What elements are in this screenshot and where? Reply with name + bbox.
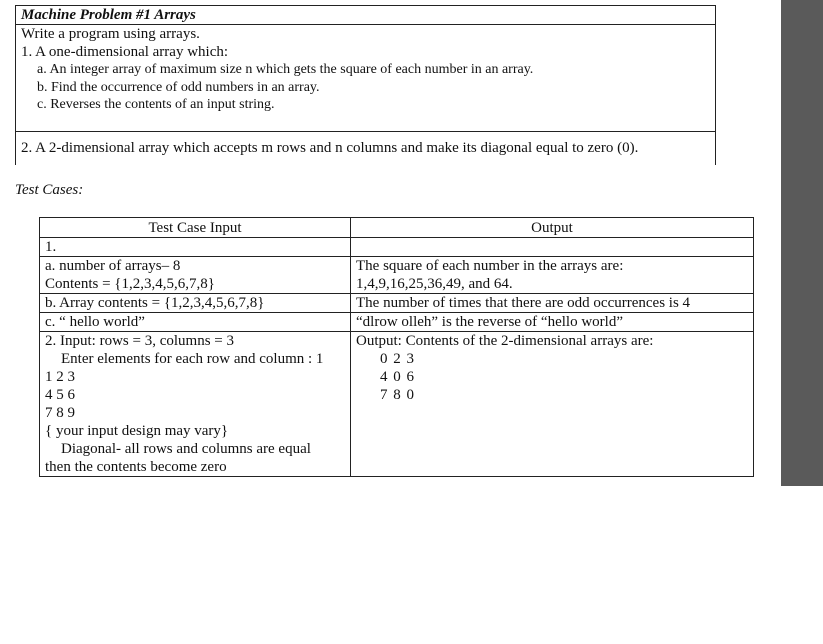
case-b-output: The number of times that there are odd occurrences is 4 (351, 294, 754, 313)
case-a-input-line: Contents = {1,2,3,4,5,6,7,8} (45, 276, 215, 292)
case-a-input-line: a. number of arrays– 8 (45, 258, 181, 274)
row-number-cell: 1. (40, 238, 351, 257)
machine-problem-box (15, 5, 716, 165)
case-a-output-line: 1,4,9,16,25,36,49, and 64. (356, 276, 513, 292)
diagonal-note: Diagonal- all rows and columns are equal (61, 441, 311, 457)
divider (16, 114, 715, 132)
case-a-output-line: The square of each number in the arrays are: (356, 258, 624, 274)
output-matrix-row: 4 0 6 (380, 369, 415, 385)
case-c-output: “dlrow olleh” is the reverse of “hello world” (351, 313, 754, 332)
header-test-case-input: Test Case Input (40, 218, 351, 238)
table-row (40, 332, 754, 477)
table-header-row (40, 218, 754, 238)
diagonal-note-2: then the contents become zero (45, 459, 227, 475)
case-2-output (351, 332, 754, 477)
table-row (40, 238, 754, 257)
test-cases-heading: Test Cases: (15, 182, 84, 198)
problem-title: Machine Problem #1 Arrays (16, 6, 715, 25)
input-design-note: { your input design may vary} (45, 423, 229, 439)
problem-item-1: 1. A one-dimensional array which: (21, 43, 229, 60)
problem-intro: Write a program using arrays. (21, 26, 200, 42)
input-matrix-row: 7 8 9 (45, 405, 75, 421)
empty-cell (351, 238, 754, 257)
problem-item-1a: a. An integer array of maximum size n which gets the square of each number in an array. (37, 62, 534, 77)
case-a-input (40, 257, 351, 294)
scrollbar[interactable] (781, 0, 823, 486)
case-2-input-line: 2. Input: rows = 3, columns = 3 (45, 333, 234, 349)
case-b-input: b. Array contents = {1,2,3,4,5,6,7,8} (40, 294, 351, 313)
problem-item-1b: b. Find the occurrence of odd numbers in an array. (37, 79, 320, 95)
case-c-input: c. “ hello world” (40, 313, 351, 332)
case-a-output (351, 257, 754, 294)
problem-item-1c: c. Reverses the contents of an input string. (37, 97, 275, 112)
input-matrix-row: 4 5 6 (45, 387, 75, 403)
problem-body (16, 25, 715, 157)
input-matrix-row: 1 2 3 (45, 369, 75, 385)
test-cases-table (39, 217, 754, 477)
case-2-input (40, 332, 351, 477)
table-row (40, 313, 754, 332)
table-row (40, 257, 754, 294)
problem-item-2: 2. A 2-dimensional array which accepts m rows and n columns and make its diagonal equal to zero (0). (21, 139, 639, 156)
case-2-output-line: Output: Contents of the 2-dimensional arrays are: (356, 333, 654, 349)
header-output: Output (351, 218, 754, 238)
output-matrix-row: 7 8 0 (380, 387, 415, 403)
table-row (40, 294, 754, 313)
case-2-input-line: Enter elements for each row and column : 1 (61, 351, 324, 367)
output-matrix-row: 0 2 3 (380, 351, 415, 367)
